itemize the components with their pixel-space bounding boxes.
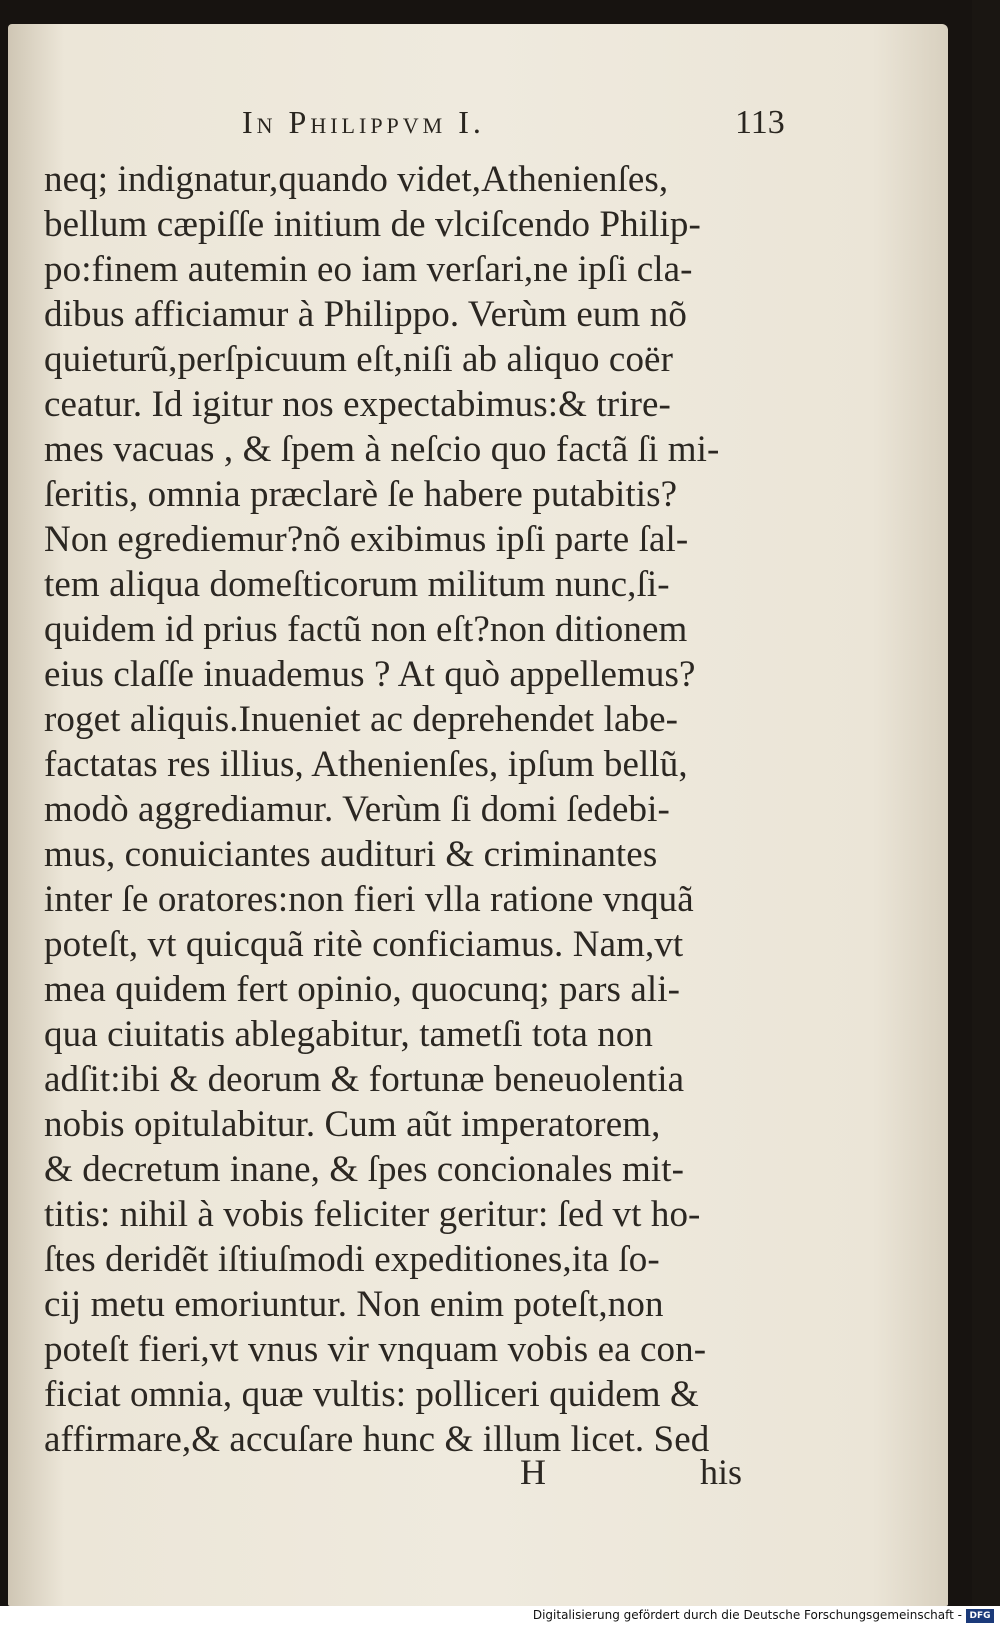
- text-line: ſeritis, omnia præclarè ſe habere putabitis?: [44, 474, 678, 515]
- text-line: cij metu emoriuntur. Non enim poteſt,non: [44, 1284, 664, 1325]
- text-line: poteſt, vt quicquã ritè conficiamus. Nam,vt: [44, 924, 684, 965]
- text-line: adſit:ibi & deorum & fortunæ beneuolentia: [44, 1059, 685, 1100]
- text-line: tem aliqua domeſticorum militum nunc,ſi-: [44, 564, 670, 605]
- funding-credit: Digitalisierung gefördert durch die Deutsche Forschungsgemeinschaft -: [532, 1608, 962, 1622]
- signature-mark: H: [520, 1452, 546, 1492]
- text-line: Non egrediemur?nõ exibimus ipſi parte ſal-: [44, 519, 689, 560]
- footer-bar: [0, 1606, 1000, 1627]
- text-line: bellum cæpiſſe initium de vlciſcendo Philip-: [44, 204, 701, 245]
- text-line: ſtes deridẽt iſtiuſmodi expeditiones,ita ſo-: [44, 1239, 660, 1280]
- text-line: modò aggrediamur. Verùm ſi domi ſedebi-: [44, 789, 670, 830]
- text-line: mes vacuas , & ſpem à neſcio quo factã ſi mi-: [44, 429, 720, 470]
- text-line: dibus afficiamur à Philippo. Verùm eum nõ: [44, 294, 687, 335]
- text-line: & decretum inane, & ſpes concionales mit-: [44, 1149, 685, 1190]
- dfg-logo: DFG: [966, 1609, 994, 1623]
- text-line: mea quidem fert opinio, quocunq; pars ali-: [44, 969, 681, 1010]
- text-line: roget aliquis.Inueniet ac deprehendet labe-: [44, 699, 679, 740]
- text-line: affirmare,& accuſare hunc & illum licet. Sed: [44, 1419, 710, 1460]
- text-line: nobis opitulabitur. Cum aũt imperatorem,: [44, 1104, 661, 1145]
- text-line: ficiat omnia, quæ vultis: polliceri quidem &: [44, 1374, 699, 1415]
- text-line: factatas res illius, Athenienſes, ipſum bellũ,: [44, 744, 688, 785]
- text-line: quidem id prius factũ non eſt?non ditionem: [44, 609, 688, 650]
- text-line: mus, conuiciantes audituri & criminantes: [44, 834, 658, 875]
- text-line: neq; indignatur,quando videt,Athenienſes,: [44, 159, 669, 200]
- text-block: [44, 157, 774, 1462]
- text-line: po:finem autemin eo iam verſari,ne ipſi cla-: [44, 249, 693, 290]
- page-number: 113: [735, 104, 785, 141]
- text-line: inter ſe oratores:non fieri vlla ratione vnquã: [44, 879, 694, 920]
- text-line: titis: nihil à vobis feliciter geritur: ſed vt ho-: [44, 1194, 701, 1235]
- running-head: In Philippvm I.: [242, 104, 485, 140]
- text-line: eius claſſe inuademus ? At quò appellemus?: [44, 654, 696, 695]
- text-line: ceatur. Id igitur nos expectabimus:& trire-: [44, 384, 671, 425]
- catchword: his: [700, 1452, 743, 1492]
- text-line: qua ciuitatis ablegabitur, tametſi tota non: [44, 1014, 654, 1055]
- text-line: poteſt fieri,vt vnus vir vnquam vobis ea con-: [44, 1329, 707, 1370]
- text-line: quieturũ,perſpicuum eſt,niſi ab aliquo coër: [44, 339, 673, 380]
